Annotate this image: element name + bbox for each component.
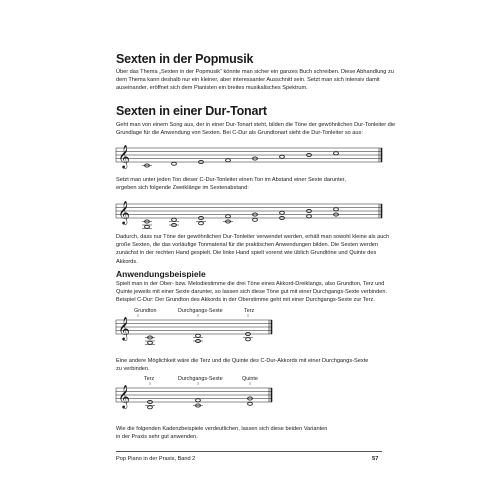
text-line: Dadurch, dass nur Töne der gewöhnlichen Dur-Tonleiter verwendet werden, erhält man sowohl kleine als auch <box>116 234 390 240</box>
label-quinte: Quinte <box>242 376 258 382</box>
text-line: Quinte jeweils mit einer Sexte darunter, so lassen sich diese Töne gut mit einer Durchgangs-Sexte verbinden. <box>116 289 388 296</box>
dadurch-paragraph <box>116 233 396 266</box>
footer-book-title: Pop Piano in der Praxis, Band 2 <box>116 456 196 462</box>
anwendung-paragraph <box>116 280 396 305</box>
label-terz: Terz <box>244 308 255 314</box>
text-line: zunächst in der rechten Hand gespielt. Die linke Hand spielt vorerst wie üblich Grundtöne und Quinte des <box>116 250 377 257</box>
heading-anwendungsbeispiele: Anwendungsbeispiele <box>116 269 206 279</box>
text-line: auseinander, eröffnet sich dem Pianisten ein breites musikalisches Spektrum. <box>116 85 308 92</box>
text-line: dem Thema kann deshalb nur ein kleiner, aber interessanter Ausschnitt sein. Setzt man sich intensiv damit <box>116 77 380 84</box>
text-line: Beispiel C-Dur: Der Grundton des Akkords in der Oberstimme geht mit einer Durchgangs-Sexte zur Terz. <box>116 297 375 304</box>
label-durchgangs-sexte: Durchgangs-Sexte <box>178 376 223 382</box>
footer-page-number: 57 <box>372 456 379 462</box>
staff-example-grundton-terz <box>116 306 276 350</box>
staff-c-major-scale <box>116 142 386 172</box>
staff-example-terz-quinte <box>116 374 276 418</box>
label-grundton: Grundton <box>134 308 157 314</box>
label-durchgangs-sexte: Durchgangs-Sexte <box>178 308 223 314</box>
text-line: Akkords. <box>116 258 138 265</box>
sext-paragraph <box>116 176 396 192</box>
treble-clef-icon: 𝄞 <box>118 316 130 340</box>
intro-paragraph <box>116 68 396 93</box>
text-line: Setzt man unter jeden Ton dieser C-Dur-Tonleiter einen Ton im Abstand einer Sexte darunter, <box>116 177 346 183</box>
treble-clef-icon: 𝄞 <box>118 144 130 168</box>
label-terz: Terz <box>144 376 155 382</box>
text-line: große Sexten, die das vorläufige Tonmaterial für die praktischen Anwendungen bilden. Die Sexten werden <box>116 242 379 249</box>
footer-rule <box>116 451 382 452</box>
heading-sexten-popmusik: Sexten in der Popmusik <box>116 52 254 66</box>
text-line: Spielt man in der Ober- bzw. Melodiestimme die drei Töne eines Akkord-Dreiklangs, also Grundton, Terz und <box>116 281 385 287</box>
andere-paragraph <box>116 357 396 373</box>
treble-clef-icon: 𝄞 <box>118 384 130 408</box>
text-line: Über das Thema „Sexten in der Popmusik“ könnte man sicher ein ganzes Buch schreiben. Diese Abhandlung zu <box>116 69 394 75</box>
staff-sixths <box>116 198 386 232</box>
heading-sexten-dur-tonart: Sexten in einer Dur-Tonart <box>116 104 267 118</box>
dur-paragraph <box>116 121 396 137</box>
text-line: Geht man von einem Song aus, der in einer Dur-Tonart steht, bilden die Töne der gewöhnlichen Dur-Tonleiter die <box>116 122 396 128</box>
text-line: Grundlage für die Anwendung von Sexten. Bei C-Dur als Grundtonart sieht die Dur-Tonleiter so aus: <box>116 130 363 137</box>
text-line: Wie die folgenden Kadenzbeispiele verdeutlichen, lassen sich diese beiden Varianten <box>116 426 328 432</box>
text-line: zu verbinden. <box>116 366 150 373</box>
text-line: Eine andere Möglichkeit wäre die Terz und die Quinte des C-Dur-Akkords mit einer Durchgangs-Sexte <box>116 358 369 364</box>
text-line: in der Praxis sehr gut anwenden. <box>116 434 198 441</box>
treble-clef-icon: 𝄞 <box>118 200 130 224</box>
text-line: ergeben sich folgende Zweiklänge im Sextenabstand: <box>116 185 249 192</box>
folgenden-paragraph <box>116 425 396 441</box>
